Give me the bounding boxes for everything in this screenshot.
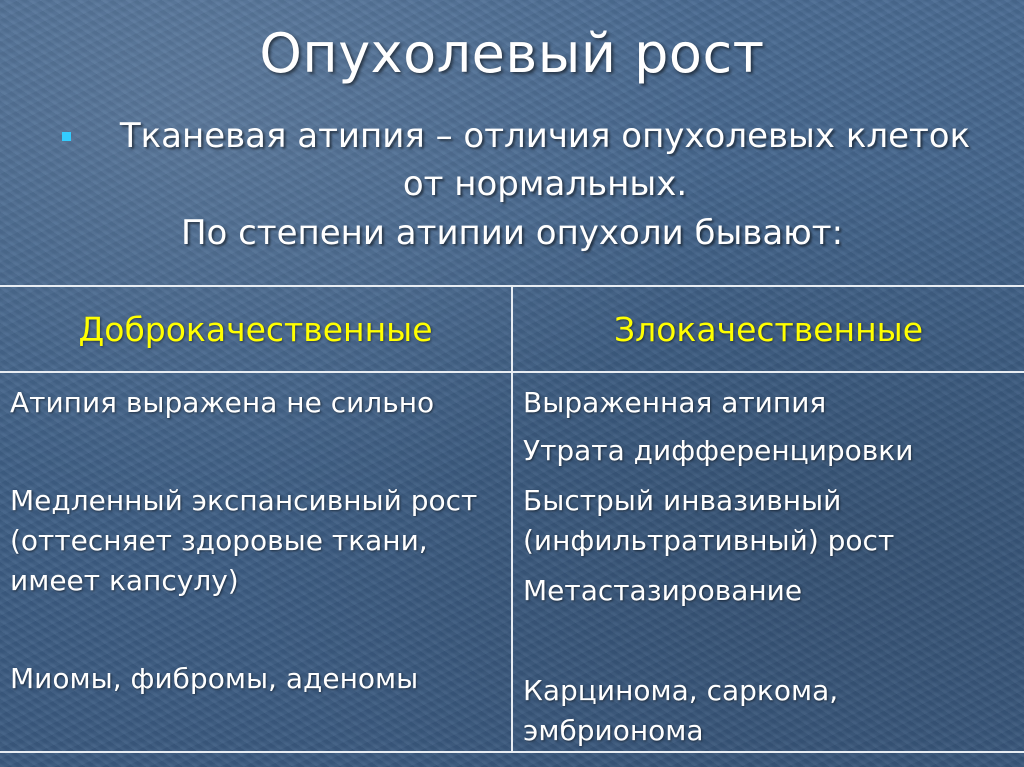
table-header-row (0, 286, 1024, 372)
malignant-examples-line-1: Карцинома, саркома, (523, 674, 839, 707)
malignant-differentiation-item: Утрата дифференцировки (523, 434, 914, 467)
benign-growth-line-1: Медленный экспансивный рост (10, 484, 478, 517)
malignant-growth-line-2: (инфильтративный) рост (523, 524, 895, 557)
malignant-growth-item (523, 481, 1018, 561)
benign-atypia-item: Атипия выражена не сильно (10, 386, 435, 419)
malignant-metastasis-item: Метастазирование (523, 574, 803, 607)
slide-title: Опухолевый рост (259, 22, 765, 85)
malignant-atypia-item: Выраженная атипия (523, 386, 827, 419)
benign-growth-item (10, 481, 505, 601)
benign-growth-line-2: (оттесняет здоровые ткани, (10, 524, 428, 557)
subheading: По степени атипии опухоли бывают: (180, 213, 844, 253)
bullet-text-line-2: от нормальных. (402, 164, 688, 204)
benign-growth-line-3: имеет капсулу) (10, 564, 239, 597)
cell-benign (0, 372, 512, 752)
header-malignant: Злокачественные (512, 286, 1024, 372)
header-benign: Доброкачественные (0, 286, 512, 372)
cell-malignant (512, 372, 1024, 752)
bullet-point (62, 112, 1002, 208)
benign-examples-item: Миомы, фибромы, аденомы (10, 662, 419, 695)
square-bullet-icon (62, 132, 71, 141)
comparison-table (0, 285, 1024, 753)
table-row (0, 372, 1024, 752)
bullet-text-line-1: Тканевая атипия – отличия опухолевых клеток (119, 116, 971, 156)
malignant-examples-item (523, 671, 1018, 751)
bullet-text (100, 112, 990, 208)
malignant-growth-line-1: Быстрый инвазивный (523, 484, 842, 517)
malignant-examples-line-2: эмбрионома (523, 714, 704, 747)
